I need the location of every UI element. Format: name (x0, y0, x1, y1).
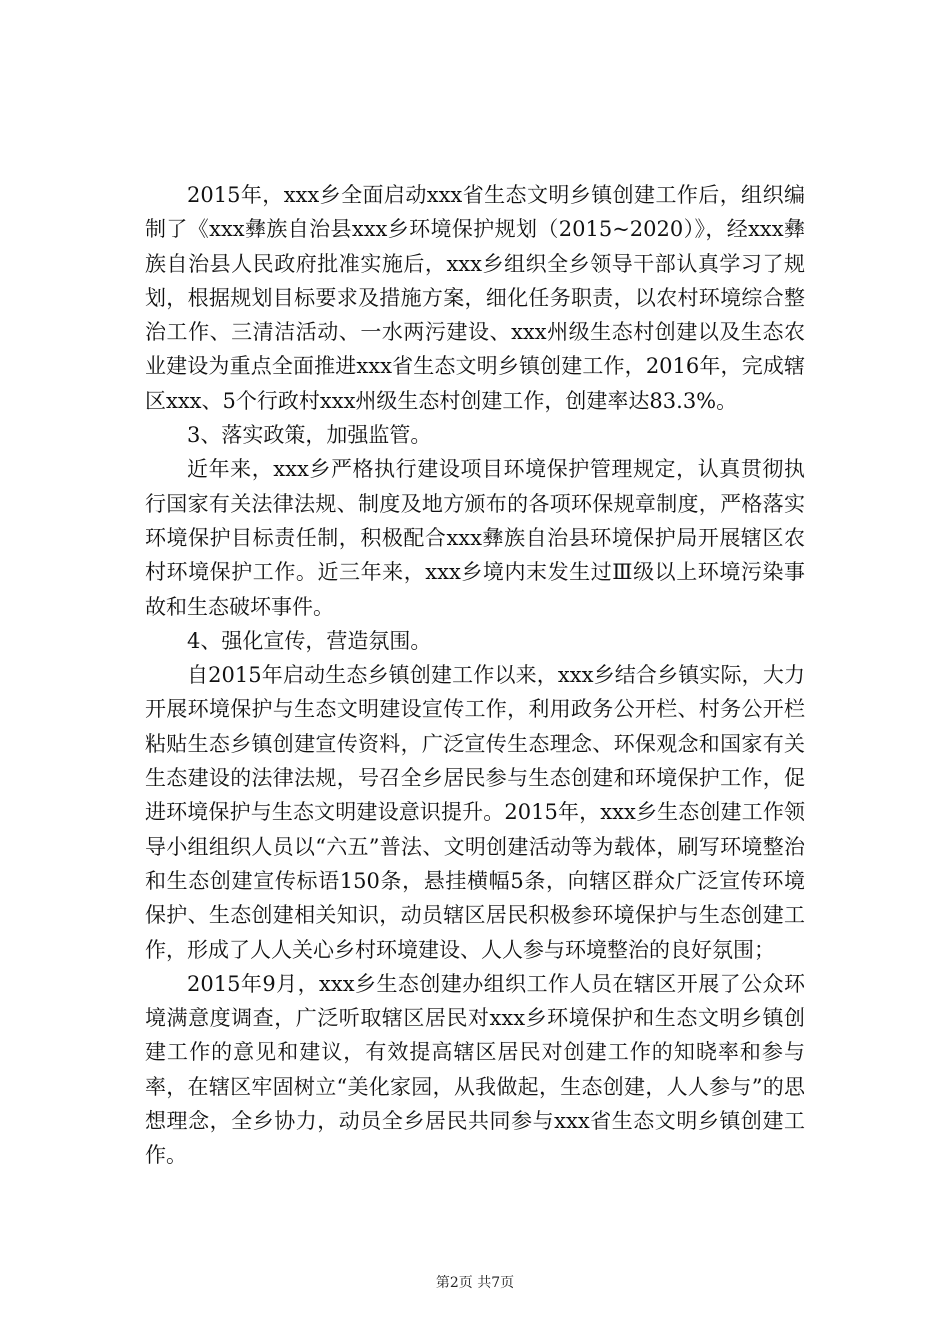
heading-policy: 3、落实政策，加强监管。 (187, 423, 432, 448)
document-body (145, 178, 805, 1173)
paragraph-publicity: 自2015年启动生态乡镇创建工作以来，xxx乡结合乡镇实际，大力开展环境保护与生态文明建设宣传工作，利用政务公开栏、村务公开栏粘贴生态乡镇创建宣传资料，广泛宣传生态理念、环保观念和国家有关生态建设的法律法规，号召全乡居民参与生态创建和环境保护工作，促进环境保护与生态文明建设意识提升。2015年，xxx乡生态创建工作领导小组组织人员以“六五”普法、文明创建活动等为载体，刷写环境整治和生态创建宣传标语150条，悬挂横幅5条，向辖区群众广泛宣传环境保护、生态创建相关知识，动员辖区居民积极参环境保护与生态创建工作，形成了人人关心乡村环境建设、人人参与环境整治的良好氛围； (145, 663, 805, 962)
paragraph-policy: 近年来，xxx乡严格执行建设项目环境保护管理规定，认真贯彻执行国家有关法律法规、制度及地方颁布的各项环保规章制度，严格落实环境保护目标责任制，积极配合xxx彝族自治县环境保护局开展辖区农村环境保护工作。近三年来，xxx乡境内末发生过Ⅲ级以上环境污染事故和生态破坏事件。 (145, 457, 805, 619)
heading-publicity: 4、强化宣传，营造氛围。 (187, 628, 432, 653)
paragraph-plan: 2015年，xxx乡全面启动xxx省生态文明乡镇创建工作后，组织编制了《xxx彝族自治县xxx乡环境保护规划（2015~2020）》，经xxx彝族自治县人民政府批准实施后，xxx乡组织全乡领导干部认真学习了规划，根据规划目标要求及措施方案，细化任务职责，以农村环境综合整治工作、三清洁活动、一水两污建设、xxx州级生态村创建以及生态农业建设为重点全面推进xxx省生态文明乡镇创建工作，2016年，完成辖区xxx、5个行政村xxx州级生态村创建工作，创建率达83.3%。 (145, 183, 805, 413)
page-footer: 第2页 共7页 (435, 1275, 515, 1291)
paragraph-survey: 2015年9月，xxx乡生态创建办组织工作人员在辖区开展了公众环境满意度调查，广泛听取辖区居民对xxx乡环境保护和生态文明乡镇创建工作的意见和建议，有效提高辖区居民对创建工作的知晓率和参与率，在辖区牢固树立“美化家园，从我做起，生态创建，人人参与”的思想理念，全乡协力，动员全乡居民共同参与xxx省生态文明乡镇创建工作。 (145, 971, 805, 1168)
